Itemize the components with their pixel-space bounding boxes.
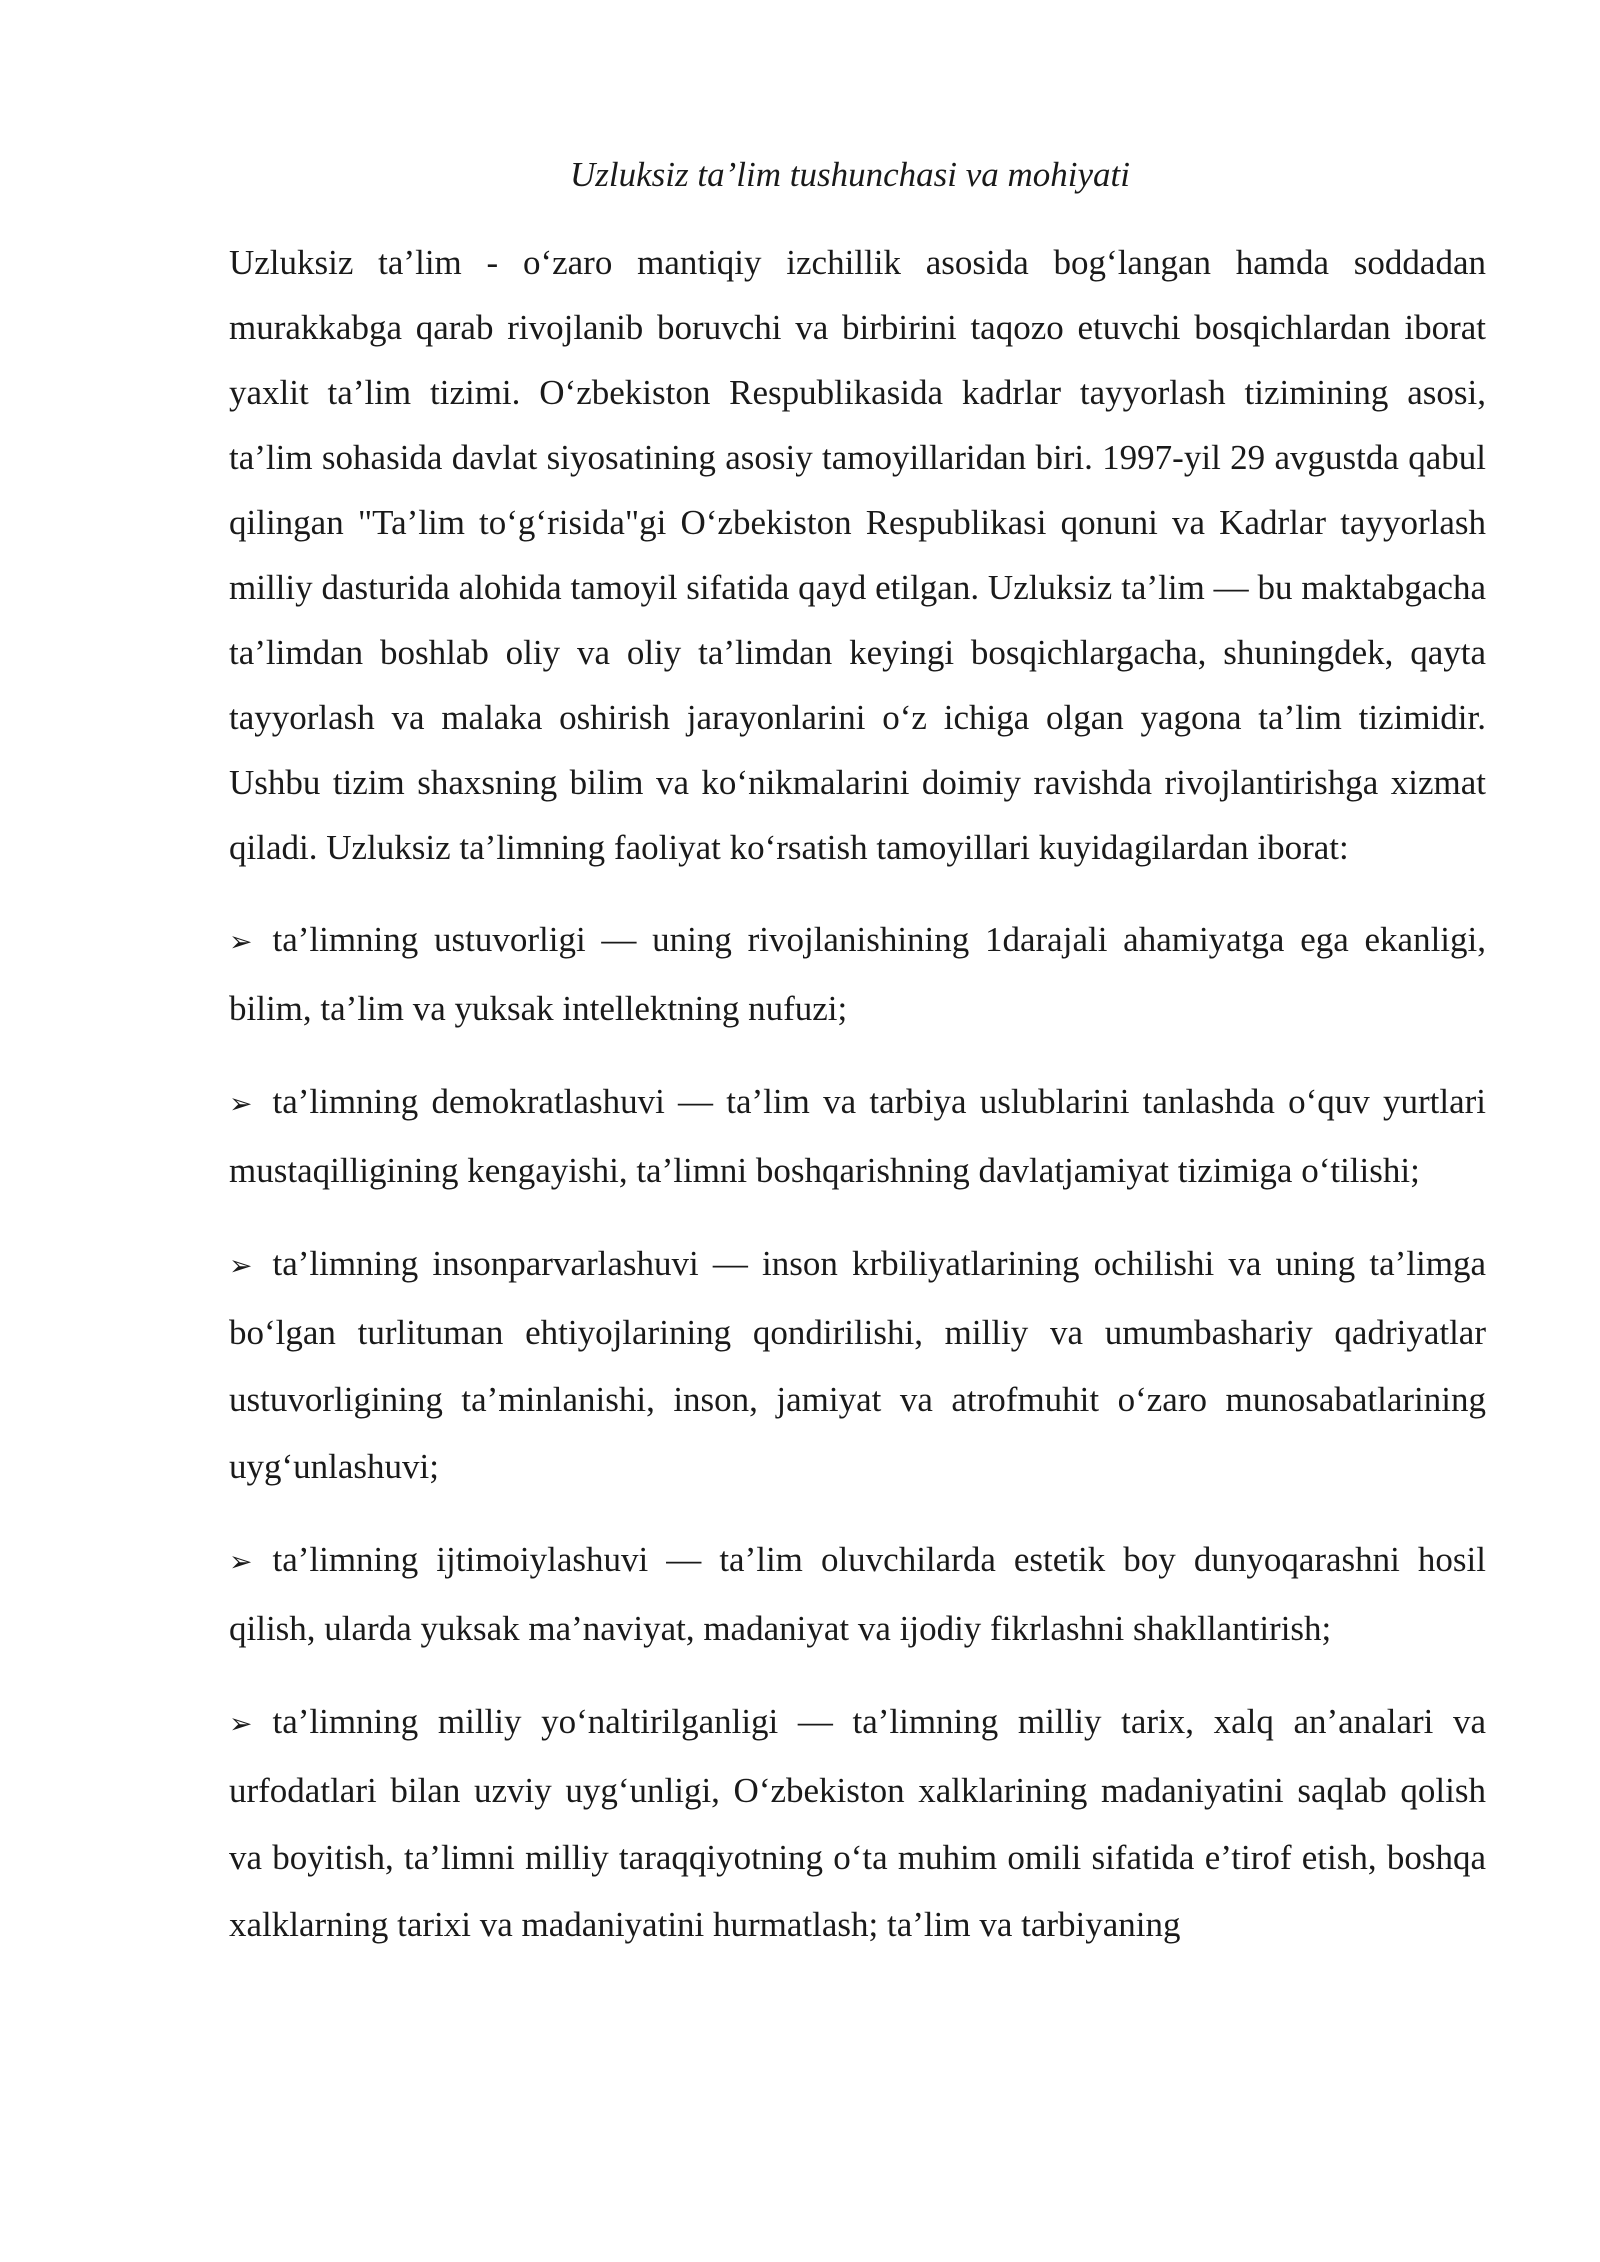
intro-paragraph: Uzluksiz ta’lim - o‘zaro mantiqiy izchillik asosida bog‘langan hamda soddadan murakkabga qarab rivojlanib boruvchi va birbirini taqozo etuvchi bosqichlardan iborat yaxlit ta’lim tizimi. O‘zbekiston Respublikasida kadrlar tayyorlash tizimining asosi, ta’lim sohasida davlat siyosatining asosiy tamoyillaridan biri. 1997-yil 29 avgustda qabul qilingan "Ta’lim to‘g‘risida"gi O‘zbekiston Respublikasi qonuni va Kadrlar tayyorlash milliy dasturida alohida tamoyil sifatida qayd etilgan. Uzluksiz ta’lim — bu maktabgacha ta’limdan boshlab oliy va oliy ta’limdan keyingi bosqichlargacha, shuningdek, qayta tayyorlash va malaka oshirish jarayonlarini o‘z ichiga olgan yagona ta’lim tizimidir. Ushbu tizim shaxsning bilim va ko‘nikmalarini doimiy ravishda rivojlantirishga xizmat qiladi. Uzluksiz ta’limning faoliyat ko‘rsatish tamoyillari kuyidagilardan iborat: <box>229 243 1486 867</box>
document-body <box>229 230 1486 1958</box>
arrow-bullet-icon: ➢ <box>229 1545 253 1578</box>
arrow-bullet-icon: ➢ <box>229 1707 253 1740</box>
bullet-item-1 <box>229 906 1486 1042</box>
arrow-bullet-icon: ➢ <box>229 1087 253 1120</box>
bullet-text: ta’limning milliy yo‘naltirilganligi — ta’limning milliy tarix, xalq an’analari va urfodatlari bilan uzviy uyg‘unligi, O‘zbekiston xalklarining madaniyatini saqlab qolish va boyitish, ta’limni milliy taraqqiyotning o‘ta muhim omili sifatida e’tirof etish, boshqa xalklarning tarixi va madaniyatini hurmatlash; ta’lim va tarbiyaning <box>229 1702 1486 1944</box>
arrow-bullet-icon: ➢ <box>229 1249 253 1282</box>
document-title: Uzluksiz ta’lim tushunchasi va mohiyati <box>570 155 1130 194</box>
arrow-bullet-icon: ➢ <box>229 925 253 958</box>
bullet-text: ta’limning ijtimoiylashuvi — ta’lim oluvchilarda estetik boy dunyoqarashni hosil qilish, ularda yuksak ma’naviyat, madaniyat va ijodiy fikrlashni shakllantirish; <box>229 1540 1486 1648</box>
bullet-text: ta’limning insonparvarlashuvi — inson krbiliyatlarining ochilishi va uning ta’limga bo‘lgan turlituman ehtiyojlarining qondirilishi, milliy va umumbashariy qadriyatlar ustuvorligining ta’minlanishi, inson, jamiyat va atrofmuhit o‘zaro munosabatlarining uyg‘unlashuvi; <box>229 1244 1486 1486</box>
bullet-item-5 <box>229 1688 1486 1958</box>
bullet-text: ta’limning demokratlashuvi — ta’lim va tarbiya uslublarini tanlashda o‘quv yurtlari mustaqilligining kengayishi, ta’limni boshqarishning davlatjamiyat tizimiga o‘tilishi; <box>229 1082 1486 1190</box>
bullet-item-4 <box>229 1526 1486 1662</box>
bullet-item-2 <box>229 1068 1486 1204</box>
bullet-item-3 <box>229 1230 1486 1500</box>
bullet-text: ta’limning ustuvorligi — uning rivojlanishining 1darajali ahamiyatga ega ekanligi, bilim, ta’lim va yuksak intellektning nufuzi; <box>229 920 1486 1028</box>
